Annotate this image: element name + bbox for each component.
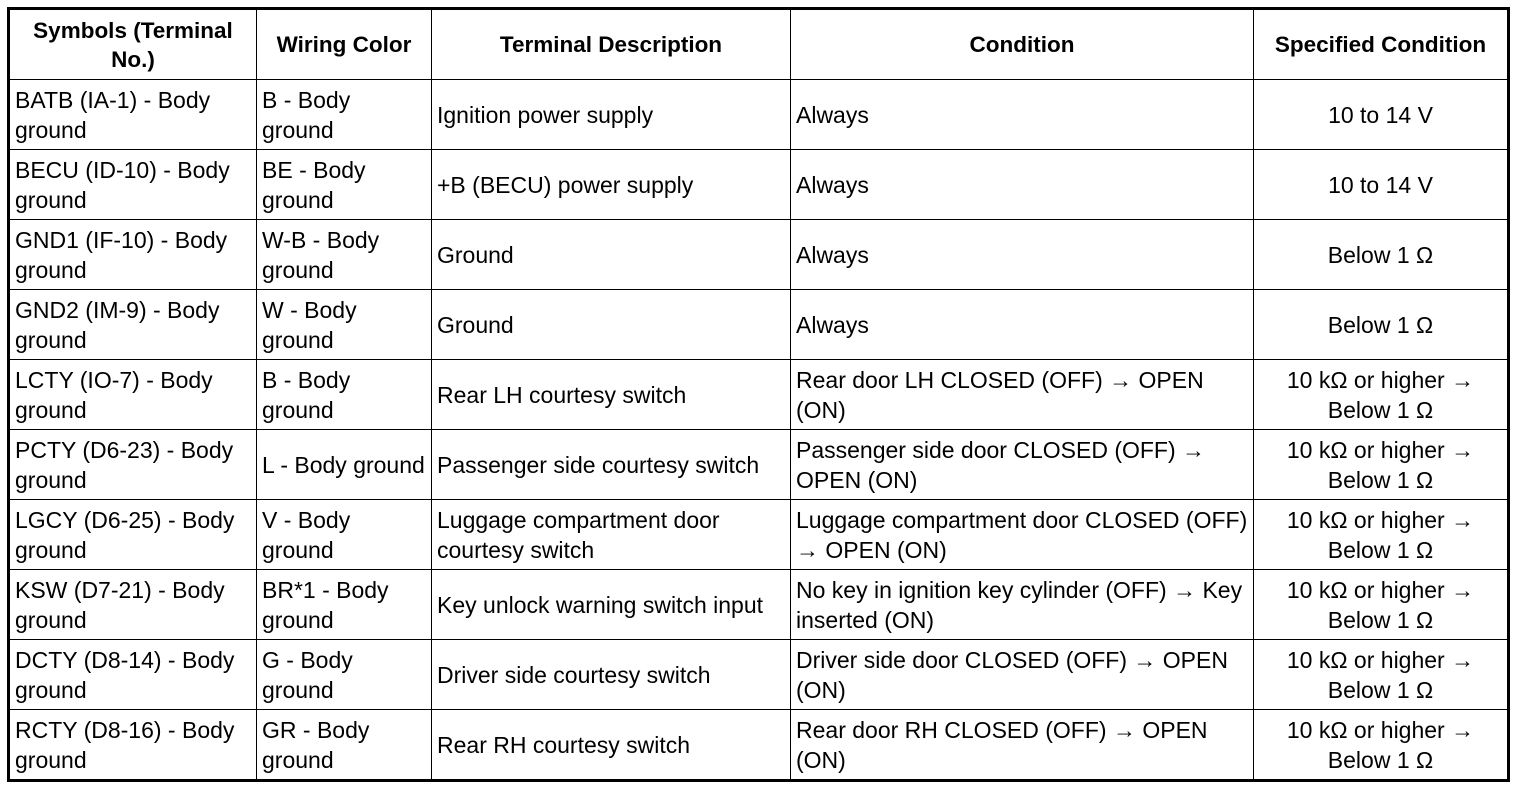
terminal-spec-table-wrapper <box>7 7 1510 782</box>
table-row <box>9 360 1509 430</box>
terminal-description-cell: Rear RH courtesy switch <box>432 710 791 781</box>
specified-condition-cell: Below 1 Ω <box>1254 290 1509 360</box>
specified-condition-cell: 10 kΩ or higher → Below 1 Ω <box>1254 500 1509 570</box>
symbol-cell: PCTY (D6-23) - Body ground <box>9 430 257 500</box>
header-condition: Condition <box>791 9 1254 80</box>
table-row <box>9 150 1509 220</box>
symbol-cell: BECU (ID-10) - Body ground <box>9 150 257 220</box>
wiring-color-cell: BR*1 - Body ground <box>257 570 432 640</box>
wiring-color-cell: L - Body ground <box>257 430 432 500</box>
terminal-description-cell: Passenger side courtesy switch <box>432 430 791 500</box>
condition-cell: Driver side door CLOSED (OFF) → OPEN (ON) <box>791 640 1254 710</box>
table-row <box>9 570 1509 640</box>
condition-cell: Always <box>791 150 1254 220</box>
table-row <box>9 220 1509 290</box>
wiring-color-cell: B - Body ground <box>257 360 432 430</box>
table-row <box>9 640 1509 710</box>
symbol-cell: GND1 (IF-10) - Body ground <box>9 220 257 290</box>
terminal-description-cell: Rear LH courtesy switch <box>432 360 791 430</box>
header-specified-condition: Specified Condition <box>1254 9 1509 80</box>
terminal-description-cell: Ignition power supply <box>432 80 791 150</box>
terminal-description-cell: Ground <box>432 290 791 360</box>
symbol-cell: DCTY (D8-14) - Body ground <box>9 640 257 710</box>
specified-condition-cell: 10 kΩ or higher → Below 1 Ω <box>1254 640 1509 710</box>
wiring-color-cell: GR - Body ground <box>257 710 432 781</box>
specified-condition-cell: 10 to 14 V <box>1254 80 1509 150</box>
terminal-description-cell: Key unlock warning switch input <box>432 570 791 640</box>
specified-condition-cell: 10 kΩ or higher → Below 1 Ω <box>1254 710 1509 781</box>
condition-cell: Always <box>791 220 1254 290</box>
terminal-description-cell: Driver side courtesy switch <box>432 640 791 710</box>
condition-cell: Passenger side door CLOSED (OFF) → OPEN (ON) <box>791 430 1254 500</box>
table-row <box>9 710 1509 781</box>
header-symbols: Symbols (Terminal No.) <box>9 9 257 80</box>
wiring-color-cell: W-B - Body ground <box>257 220 432 290</box>
condition-cell: Always <box>791 290 1254 360</box>
table-row <box>9 80 1509 150</box>
condition-cell: Luggage compartment door CLOSED (OFF) → OPEN (ON) <box>791 500 1254 570</box>
wiring-color-cell: B - Body ground <box>257 80 432 150</box>
wiring-color-cell: W - Body ground <box>257 290 432 360</box>
wiring-color-cell: V - Body ground <box>257 500 432 570</box>
terminal-spec-table <box>7 7 1510 782</box>
terminal-description-cell: Ground <box>432 220 791 290</box>
condition-cell: Always <box>791 80 1254 150</box>
symbol-cell: LCTY (IO-7) - Body ground <box>9 360 257 430</box>
symbol-cell: RCTY (D8-16) - Body ground <box>9 710 257 781</box>
condition-cell: Rear door LH CLOSED (OFF) → OPEN (ON) <box>791 360 1254 430</box>
condition-cell: No key in ignition key cylinder (OFF) → Key inserted (ON) <box>791 570 1254 640</box>
specified-condition-cell: Below 1 Ω <box>1254 220 1509 290</box>
symbol-cell: LGCY (D6-25) - Body ground <box>9 500 257 570</box>
header-wiring-color: Wiring Color <box>257 9 432 80</box>
symbol-cell: GND2 (IM-9) - Body ground <box>9 290 257 360</box>
symbol-cell: KSW (D7-21) - Body ground <box>9 570 257 640</box>
table-row <box>9 290 1509 360</box>
table-row <box>9 500 1509 570</box>
header-row <box>9 9 1509 80</box>
terminal-description-cell: Luggage compartment door courtesy switch <box>432 500 791 570</box>
header-terminal-description: Terminal Description <box>432 9 791 80</box>
specified-condition-cell: 10 kΩ or higher → Below 1 Ω <box>1254 430 1509 500</box>
wiring-color-cell: G - Body ground <box>257 640 432 710</box>
specified-condition-cell: 10 kΩ or higher → Below 1 Ω <box>1254 360 1509 430</box>
specified-condition-cell: 10 kΩ or higher → Below 1 Ω <box>1254 570 1509 640</box>
symbol-cell: BATB (IA-1) - Body ground <box>9 80 257 150</box>
table-row <box>9 430 1509 500</box>
specified-condition-cell: 10 to 14 V <box>1254 150 1509 220</box>
condition-cell: Rear door RH CLOSED (OFF) → OPEN (ON) <box>791 710 1254 781</box>
terminal-description-cell: +B (BECU) power supply <box>432 150 791 220</box>
wiring-color-cell: BE - Body ground <box>257 150 432 220</box>
